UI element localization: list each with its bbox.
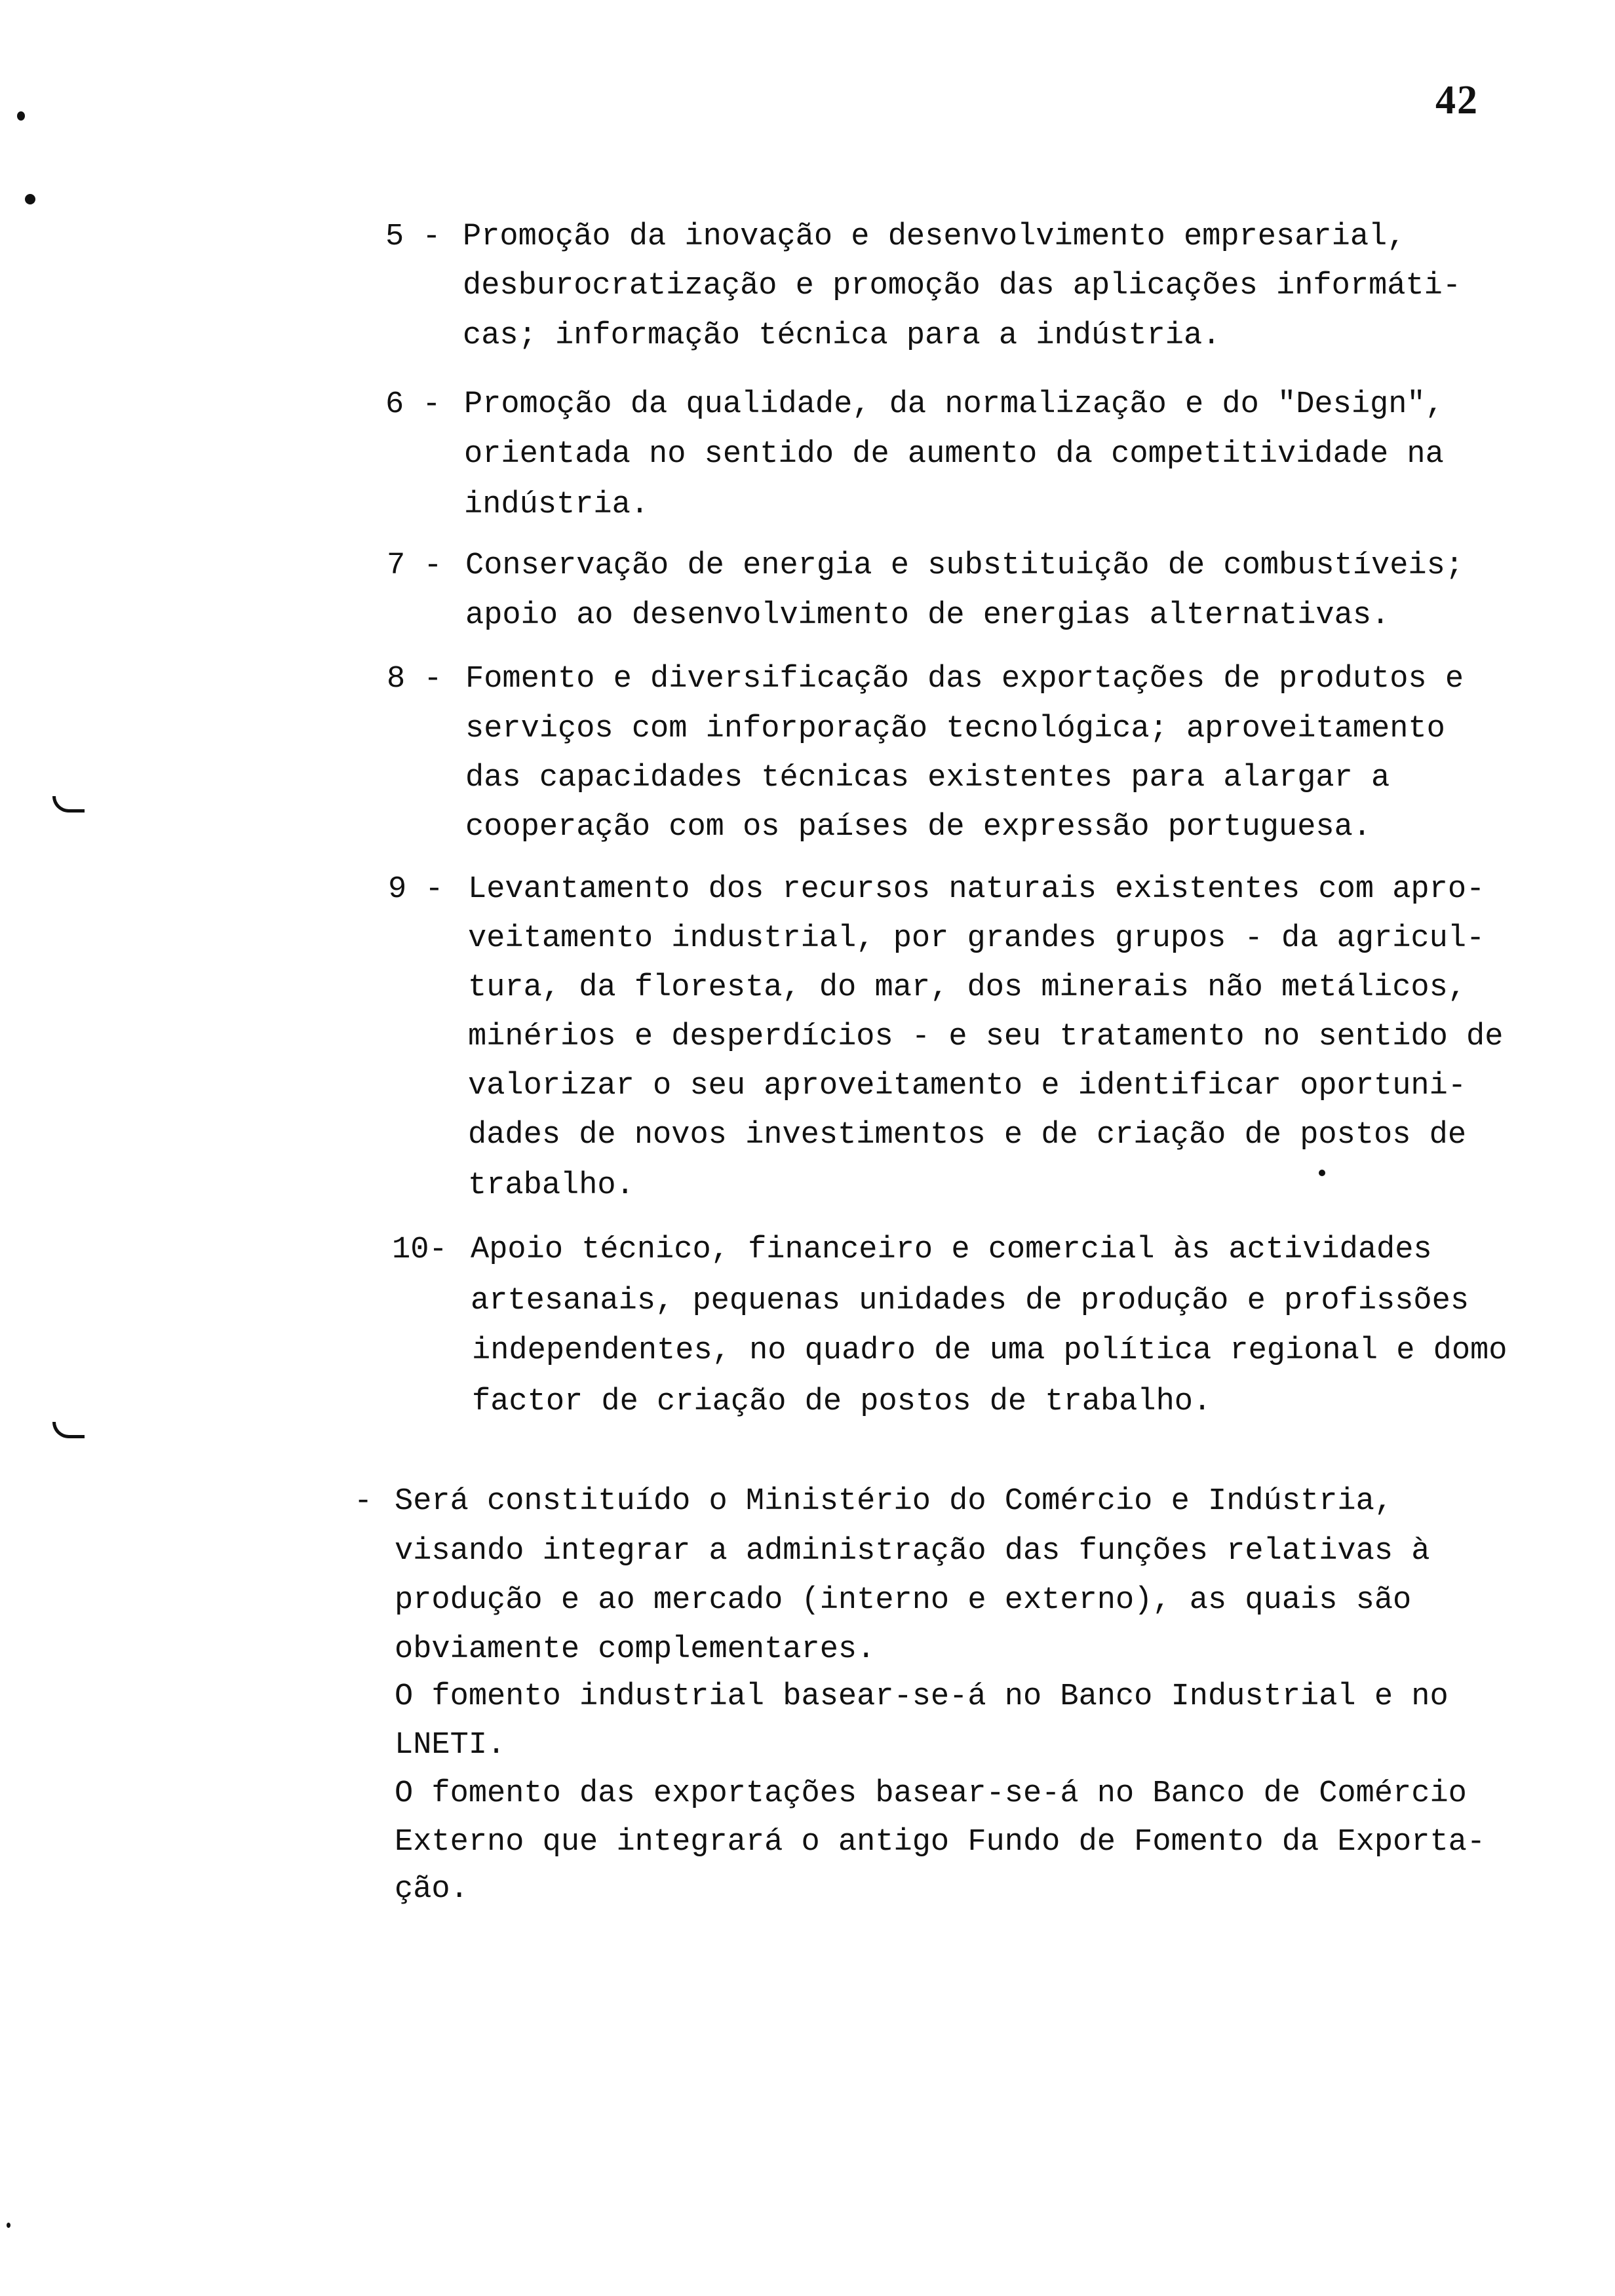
item-line: Promoção da qualidade, da normalização e do "Design", xyxy=(464,387,1444,422)
item-line: valorizar o seu aproveitamento e identificar oportuni- xyxy=(468,1069,1467,1103)
item-number: 10- xyxy=(392,1233,448,1267)
scan-artifact xyxy=(1319,1170,1325,1176)
section-line: ção. xyxy=(395,1872,469,1907)
item-line: Conservação de energia e substituição de combustíveis; xyxy=(465,548,1464,583)
item-number: 5 - xyxy=(385,220,441,254)
scan-artifact xyxy=(25,194,35,204)
section-line: O fomento industrial basear-se-á no Banco Industrial e no xyxy=(395,1679,1449,1714)
section-line: obviamente complementares. xyxy=(395,1632,876,1667)
item-line: apoio ao desenvolvimento de energias alternativas. xyxy=(465,598,1390,633)
item-line: tura, da floresta, do mar, dos minerais não metálicos, xyxy=(468,970,1467,1005)
item-line: cooperação com os países de expressão portuguesa. xyxy=(465,810,1372,845)
scan-artifact xyxy=(52,796,85,813)
scan-artifact xyxy=(52,1422,85,1438)
scan-artifact xyxy=(7,2223,10,2228)
item-line: orientada no sentido de aumento da competitividade na xyxy=(464,437,1444,472)
item-number: 7 - xyxy=(387,548,442,583)
item-line: factor de criação de postos de trabalho. xyxy=(472,1385,1212,1419)
section-line: produção e ao mercado (interno e externo), as quais são xyxy=(395,1583,1412,1618)
page-number: 42 xyxy=(1435,78,1479,123)
section-bullet: - xyxy=(354,1484,373,1519)
item-number: 8 - xyxy=(387,662,442,697)
item-line: dades de novos investimentos e de criação de postos de xyxy=(468,1118,1467,1153)
item-line: desburocratização e promoção das aplicações informáti- xyxy=(463,269,1462,303)
item-number: 6 - xyxy=(385,387,441,422)
section-line: LNETI. xyxy=(395,1728,506,1763)
item-line: Promoção da inovação e desenvolvimento empresarial, xyxy=(463,220,1406,254)
section-line: O fomento das exportações basear-se-á no Banco de Comércio xyxy=(395,1776,1467,1811)
item-line: Apoio técnico, financeiro e comercial às actividades xyxy=(471,1233,1432,1267)
item-line: cas; informação técnica para a indústria. xyxy=(463,318,1221,353)
section-line: Externo que integrará o antigo Fundo de Fomento da Exporta- xyxy=(395,1825,1486,1860)
item-number: 9 - xyxy=(388,872,444,907)
section-line: Será constituído o Ministério do Comércio e Indústria, xyxy=(395,1484,1393,1519)
section-line: visando integrar a administração das funções relativas à xyxy=(395,1534,1430,1569)
item-line: das capacidades técnicas existentes para alargar a xyxy=(465,761,1390,795)
item-line: Levantamento dos recursos naturais existentes com apro- xyxy=(468,872,1485,907)
scan-artifact xyxy=(17,111,25,121)
item-line: minérios e desperdícios - e seu tratamento no sentido de xyxy=(468,1020,1504,1054)
item-line: artesanais, pequenas unidades de produção e profissões xyxy=(471,1284,1469,1318)
item-line: trabalho. xyxy=(468,1168,634,1203)
item-line: veitamento industrial, por grandes grupos - da agricul- xyxy=(468,921,1485,956)
item-line: indústria. xyxy=(464,488,650,522)
item-line: Fomento e diversificação das exportações de produtos e xyxy=(465,662,1464,697)
item-line: serviços com inforporação tecnológica; aproveitamento xyxy=(465,712,1445,746)
item-line: independentes, no quadro de uma política regional e domo xyxy=(472,1333,1508,1368)
